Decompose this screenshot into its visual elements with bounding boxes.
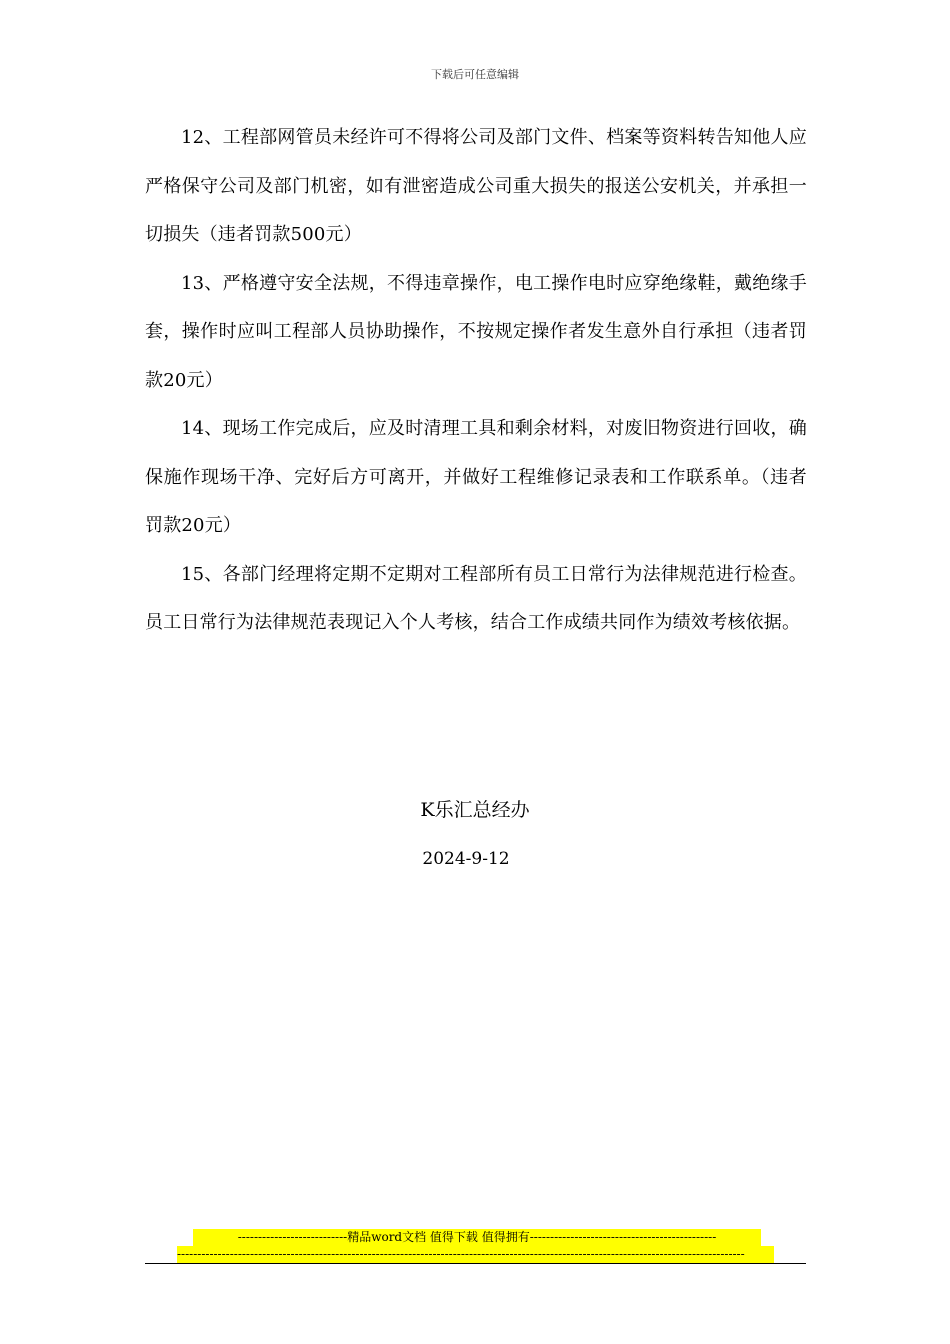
document-body (145, 114, 807, 648)
paragraph-13: 13、严格遵守安全法规，不得违章操作，电工操作电时应穿绝缘鞋，戴绝缘手套，操作时应叫工程部人员协助操作，不按规定操作者发生意外自行承担（违者罚款20元） (145, 272, 807, 391)
signature-org: K乐汇总经办 (420, 799, 530, 821)
footer-banner-line-2: -------------------------------------------------------------------------------------------------------------------------------------------- (177, 1246, 774, 1263)
signature-date: 2024-9-12 (422, 849, 510, 869)
header-note: 下载后可任意编辑 (431, 68, 519, 81)
paragraph-12: 12、工程部网管员未经许可不得将公司及部门文件、档案等资料转告知他人应严格保守公司及部门机密，如有泄密造成公司重大损失的报送公安机关，并承担一切损失（违者罚款500元） (145, 127, 807, 245)
paragraph-15: 15、各部门经理将定期不定期对工程部所有员工日常行为法律规范进行检查。员工日常行为法律规范表现记入个人考核，结合工作成绩共同作为绩效考核依据。 (145, 563, 807, 633)
footer-divider (145, 1263, 806, 1264)
footer-banner-line-1: ---------------------------精品word文档 值得下载 值得拥有---------------------------------------------- (193, 1229, 761, 1246)
paragraph-14: 14、现场工作完成后，应及时清理工具和剩余材料，对废旧物资进行回收，确保施作现场干净、完好后方可离开，并做好工程维修记录表和工作联系单。（违者罚款20元） (145, 418, 807, 536)
